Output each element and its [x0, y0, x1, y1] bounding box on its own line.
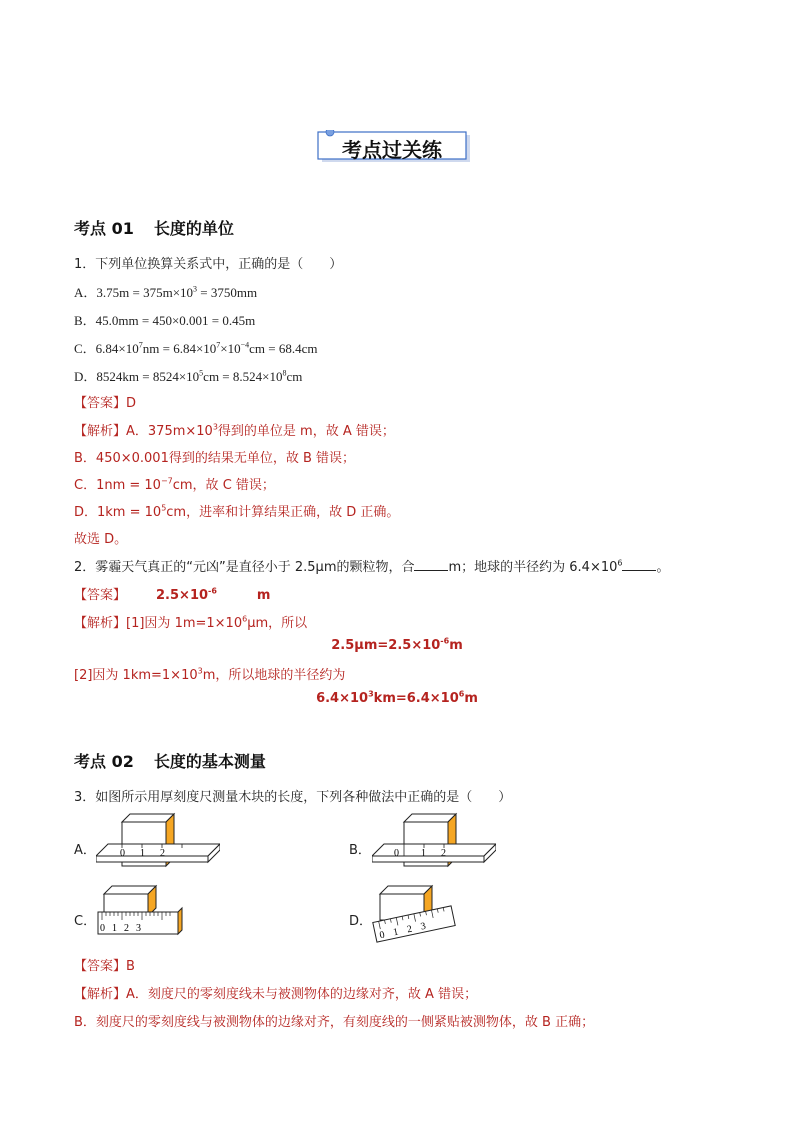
q3-analysis-b: B．刻度尺的零刻度线与被测物体的边缘对齐，有刻度线的一侧紧贴被测物体，故 B 正确； [74, 1015, 595, 1030]
q1-option-c: C．$6.84\times 10^7nm = 6.84\times 10^7\times 10^{-4}cm = 68.4cm$ [74, 340, 318, 356]
q1-option-a: A．$3.75m = 375m\times 10^3 = 3750mm$ [74, 284, 258, 300]
q3-figure-d [370, 882, 460, 946]
ruler-a-tick-0: 0 [120, 848, 125, 859]
ruler-b-tick-1: 1 [421, 848, 426, 859]
q1-option-d: D．$8524km = 8524\times 10^5cm = 8.524\times 10^8cm$ [74, 368, 303, 384]
section-1-heading [74, 216, 234, 239]
q1-analysis-conclusion: 故选 D。 [74, 532, 128, 547]
q3-figure-b [372, 812, 496, 870]
q3-figure-a [96, 812, 220, 870]
ruler-c-tick-3: 3 [136, 923, 141, 934]
q3-stem: 3．如图所示用厚刻度尺测量木块的长度，下列各种做法中正确的是（ ） [74, 790, 512, 805]
banner-title: 考点过关练 [342, 138, 442, 162]
q1-analysis-b: B．450×0.001得到的结果无单位，故 B 错误； [74, 451, 356, 466]
ruler-b-tick-0: 0 [394, 848, 399, 859]
ruler-d-tick-1: 1 [392, 926, 400, 939]
q3-option-c-label: C． [74, 914, 97, 929]
ruler-a-tick-1: 1 [140, 848, 145, 859]
section-2-num: 考点 02 [74, 752, 134, 771]
ruler-d-tick-0: 0 [378, 929, 386, 942]
ruler-c-tick-2: 2 [124, 923, 129, 934]
section-2-heading [74, 749, 266, 772]
q2-equation-1: $2.5\mu m=2.5\times 10^{-6}m$ [331, 636, 463, 653]
q2-stem: 2．雾霾天气真正的“元凶”是直径小于 2.5μm的颗粒物，合 m；地球的半径约为 $6.4\times 10^6$ 。 [74, 558, 670, 575]
section-banner [316, 130, 472, 164]
ruler-d-tick-2: 2 [405, 923, 414, 936]
ruler-d-tick-3: 3 [419, 920, 427, 933]
q2-analysis-1: 【解析】[1]因为 $1m=1\times 10^6\mu m$，所以 [74, 614, 308, 631]
q2-analysis-2: [2]因为 $1km=1\times 10^3m$，所以地球的半径约为 [74, 666, 346, 683]
ruler-c-tick-0: 0 [100, 923, 105, 934]
q3-analysis-a: 【解析】A．刻度尺的零刻度线未与被测物体的边缘对齐，故 A 错误； [74, 987, 478, 1002]
section-1-num: 考点 01 [74, 219, 134, 238]
q1-analysis-a: 【解析】A．$375m\times 10^3$得到的单位是 m，故 A 错误； [74, 422, 395, 439]
q1-option-b: B．45.0mm = 450×0.001 = 0.45m [74, 313, 256, 328]
section-2-title: 长度的基本测量 [153, 752, 266, 771]
q2-equation-2: $6.4\times 10^3km=6.4\times 10^6m$ [316, 689, 478, 706]
q2-answer: 【答案】 $2.5\times 10^{-6}$ m [74, 586, 271, 603]
q3-answer: 【答案】B [74, 959, 135, 974]
q1-answer: 【答案】D [74, 396, 137, 411]
ruler-b-tick-2: 2 [441, 848, 446, 859]
q3-option-b-label: B． [349, 843, 371, 858]
ruler-a-tick-2: 2 [160, 848, 165, 859]
q3-option-d-label: D． [349, 914, 373, 929]
ruler-c-tick-1: 1 [112, 923, 117, 934]
q1-analysis-c: C．$1nm = 10^{-7}cm$，故 C 错误； [74, 476, 275, 493]
q1-stem: 1．下列单位换算关系式中，正确的是（ ） [74, 257, 343, 272]
q3-option-a-label: A． [74, 843, 96, 858]
q3-figure-c [94, 884, 186, 938]
q1-analysis-d: D．$1km = 10^5cm$，进率和计算结果正确，故 D 正确。 [74, 503, 400, 520]
section-1-title: 长度的单位 [153, 219, 234, 238]
